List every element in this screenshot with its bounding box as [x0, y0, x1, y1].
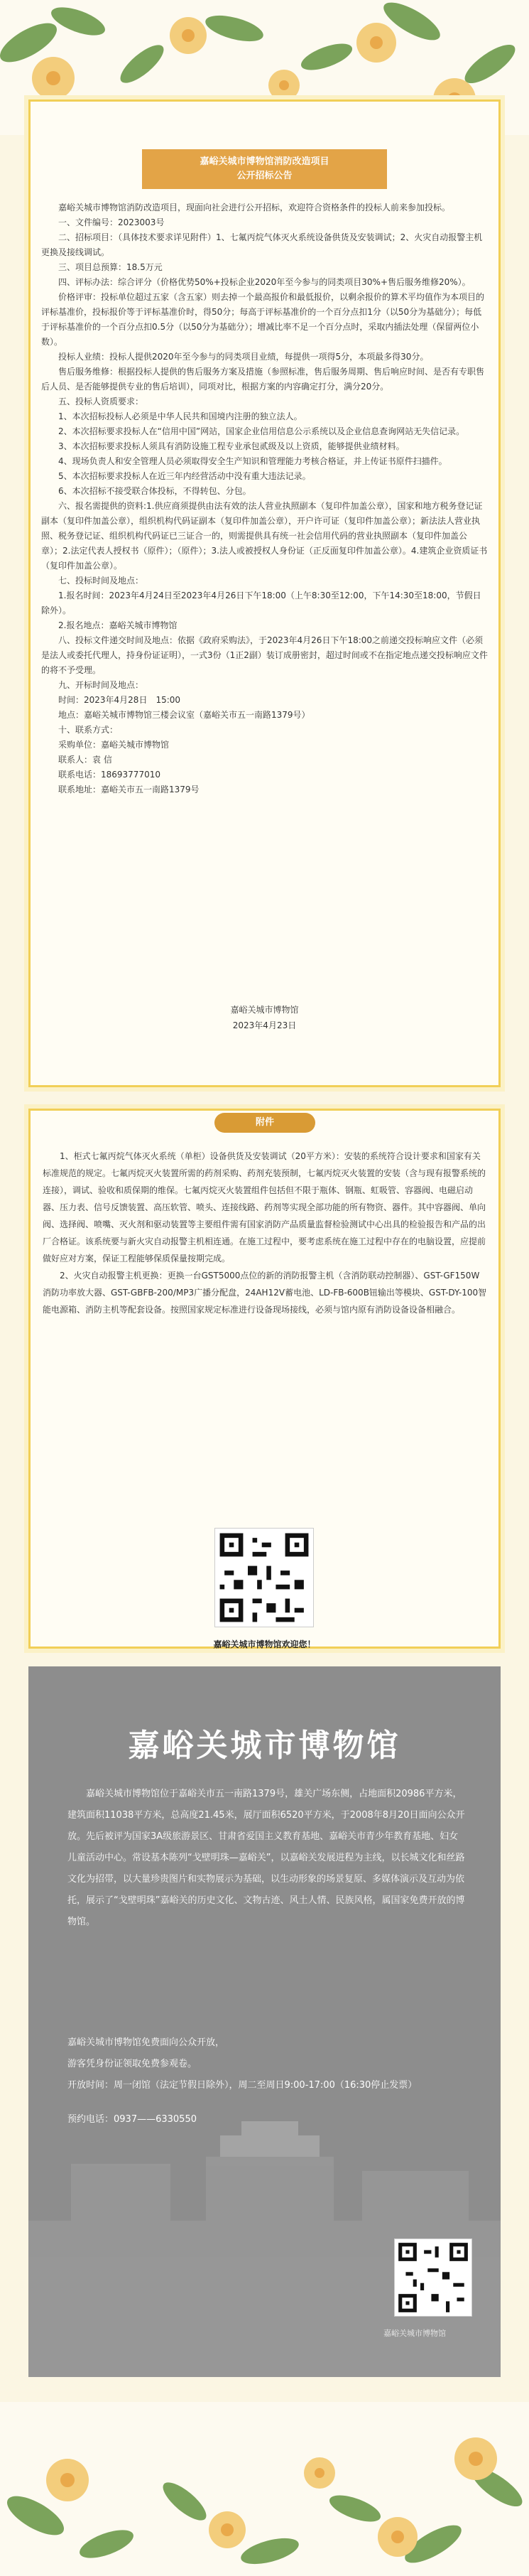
notice-item: 售后服务维修：根据投标人提供的售后服务方案及措施（参照标准，售后服务周期、售后响应时间、是否有专职售后人员、是否能够提供专业的售后培训），同项对比，根据方案的内容确定打分，满分20分。: [41, 367, 485, 392]
floral-footer-banner: [0, 2402, 529, 2576]
notice-item: 联系人：袁 信: [58, 755, 112, 765]
museum-info-line: 嘉峪关城市博物馆免费面向公众开放，: [67, 2037, 225, 2048]
notice-item: 1、本次招标投标人必须是中华人民共和国境内注册的独立法人。: [58, 411, 302, 421]
notice-item: 价格评审：投标单位超过五家（含五家）则去掉一个最高报价和最低报价，以剩余报价的算术平均值作为本项目的评标基准价，投标报价等于评标基准价时，得50分；每高于评标基准价的一个百分点扣1分（以50分为基础分）；每低于评标基准价的一个百分点扣0.5分（以50分为基础分）；增减比率不足一个百分点时，采取内插法处理（保留两位小数）。: [41, 292, 485, 347]
notice-item: 5、本次招标要求投标人在近三年内经营活动中没有重大违法记录。: [58, 471, 311, 481]
attachment-body: [43, 1148, 487, 1318]
notice-intro: 嘉峪关城市博物馆消防改造项目，现面向社会进行公开招标，欢迎符合资格条件的投标人前来参加投标。: [58, 203, 451, 212]
floral-footer-decoration: [0, 2402, 529, 2576]
museum-title: 嘉峪关城市博物馆: [128, 1728, 401, 1764]
notice-item: 投标人业绩：投标人提供2020年至今参与的同类项目业绩，每提供一项得5分，本项最多得30分。: [58, 352, 429, 362]
notice-body: [41, 200, 488, 797]
museum-qr-pattern: [395, 2239, 471, 2316]
notice-title-line2: 公开招标公告: [236, 171, 293, 181]
attachment-paragraph: 2、火灾自动报警主机更换：更换一台GST5000点位的新的消防报警主机（含消防联动控制器）、GST-GF150W消防功率放大器、GST-GBFB-200/MP3广播分配盘，24AH12V蓄电池、LD-FB-600B钮输出等模块、GST-DY-100智能电源箱、消防主机等配套设备。按照国家规定标准进行设备现场接线，必须与馆内原有消防设备设备相融合。: [43, 1271, 487, 1315]
notice-item: 4、现场负责人和安全管理人员必须取得安全生产知识和管理能力考核合格证，并上传证书原件扫描件。: [58, 456, 447, 466]
qr-caption: 嘉峪关城市博物馆欢迎您！: [213, 1639, 316, 1649]
notice-item: 四、评标办法：综合评分（价格优势50%+投标企业2020年至今参与的同类项目30%+售后服务维修20%）。: [58, 277, 471, 287]
notice-item: 2.报名地点：嘉峪关城市博物馆: [58, 620, 178, 630]
notice-item: 1.报名时间：2023年4月24日至2023年4月26日下午18:00（上午8:30至12:00，下午14:30至18:00，节假日除外）。: [41, 591, 481, 615]
notice-item: 采购单位：嘉峪关城市博物馆: [58, 740, 170, 750]
notice-item: 3、本次招标要求投标人须具有消防设施工程专业承包贰级及以上资质，能够提供业绩材料。: [58, 441, 405, 451]
notice-item: 联系地址：嘉峪关市五一南路1379号: [58, 785, 200, 794]
notice-item: 一、文件编号：2023003号: [58, 217, 165, 227]
notice-item: 七、投标时间及地点：: [58, 576, 144, 586]
qr-pattern: [215, 1529, 313, 1627]
qr-code-icon: [214, 1528, 314, 1627]
notice-item: 2、本次招标要求投标人在“信用中国”网站，国家企业信用信息公示系统以及企业信息查询网站无失信记录。: [58, 426, 465, 436]
notice-title-line1: 嘉峪关城市博物馆消防改造项目: [200, 156, 329, 167]
notice-item: 地点：嘉峪关城市博物馆三楼会议室（嘉峪关市五一南路1379号）: [58, 710, 310, 720]
notice-title: [142, 149, 387, 189]
notice-item: 十、联系方式：: [58, 725, 119, 735]
museum-info-line: 游客凭身份证领取免费参观卷。: [67, 2059, 197, 2069]
notice-item: 八、投标文件递交时间及地点：依据《政府采购法》，于2023年4月26日下午18:00之前递交投标响应文件（必须是法人或委托代理人，持身份证证明），一式3份（1正2副）装订成册密封，超过时间或不在指定地点递交投标响应文件的将不予受理。: [41, 635, 488, 675]
notice-item: 九、开标时间及地点：: [58, 680, 144, 690]
attachment-paragraph: 1、柜式七氟丙烷气体灭火系统（单柜）设备供货及安装调试（20平方米）：安装的系统符合设计要求和国家有关标准规范的规定。七氟丙烷灭火装置所需的药剂采购、药剂充装预制，七氟丙烷灭火装置的安装（含与现有报警系统的连接），调试、验收和质保期的维保。七氟丙烷灭火装置组件包括但不限于瓶体、钢瓶、虹吸管、容器阀、电磁启动器、压力表、信号反馈装置、高压软管、喷头、连接线路、药剂等实现全部功能的所有物资、器件。其中容器阀、单向阀、选择阀、喷嘴、灭火剂和驱动装置等主要组件需有国家消防产品质量监督检验测试中心出具的检验报告和产品的出厂合格证。该系统要与新火灾自动报警主机相连通。在施工过程中，要考虑系统在施工过程中存在的电脑设置，应提前做好应对方案，保证工程能够保质保量按期完成。: [43, 1151, 486, 1263]
notice-item: 二、招标项目：（具体技术要求详见附件）1、七氟丙烷气体灭火系统设备供货及安装调试；2、火灾自动报警主机更换及接线调试。: [41, 232, 483, 257]
museum-info-line: 预约电话：0937——6330550: [67, 2114, 197, 2125]
notice-item: 联系电话：18693777010: [58, 770, 160, 780]
notice-item: 五、投标人资质要求：: [58, 397, 144, 406]
notice-item: 6、本次招标不接受联合体投标，不得转包、分包。: [58, 486, 251, 496]
notice-item: 时间：2023年4月28日 15:00: [58, 695, 181, 705]
notice-item: 三、项目总预算：18.5万元: [58, 262, 163, 272]
signature-date: 2023年4月23日: [232, 1020, 297, 1030]
museum-info: [67, 2032, 465, 2130]
notice-signature: [0, 1002, 529, 1033]
museum-intro: 嘉峪关城市博物馆位于嘉峪关市五一南路1379号，雄关广场东侧，占地面积20986平方米，建筑面积11038平方米，总高度21.45米，展厅面积6520平方米，于2008年8月20日面向公众开放。先后被评为国家3A级旅游景区、甘肃省爱国主义教育基地、嘉峪关市青少年教育基地、妇女儿童活动中心。常设基本陈列“戈壁明珠—嘉峪关”，以嘉峪关发展进程为主线，以长城文化和丝路文化为招带，以大量珍贵图片和实物展示为基础，以生动形象的场景复原、多媒体演示及互动为依托，展示了“戈壁明珠”嘉峪关的历史文化、文物古迹、风土人情、民族风格，属国家免费开放的博物馆。: [67, 1789, 465, 1927]
signature-org: 嘉峪关城市博物馆: [230, 1005, 299, 1015]
museum-follow-label: 嘉峪关城市博物馆: [383, 2329, 446, 2338]
notice-item: 六、报名需提供的资料:1.供应商须提供由法有效的法人营业执照副本（复印件加盖公章），国家和地方税务登记证副本（复印件加盖公章），组织机构代码证副本（复印件加盖公章），开户许可证（复印件加盖公章）；新法法人营业执照、税务登记证、组织机构代码证已三证合一的，则需提供具有统一社会信用代码的营业执照副本（复印件加盖公章）；2.法定代表人授权书（原件）；（原件）；3.法人或被授权人身份证（正反面复印件加盖公章）。4.建筑企业资质证书（复印件加盖公章）。: [41, 501, 488, 571]
attachment-tag: 附件: [214, 1113, 315, 1133]
museum-qr-code-icon: [394, 2238, 472, 2317]
museum-info-line: 开放时间：周一闭馆（法定节假日除外），周二至周日9:00-17:00（16:30停止发票）: [67, 2080, 418, 2091]
